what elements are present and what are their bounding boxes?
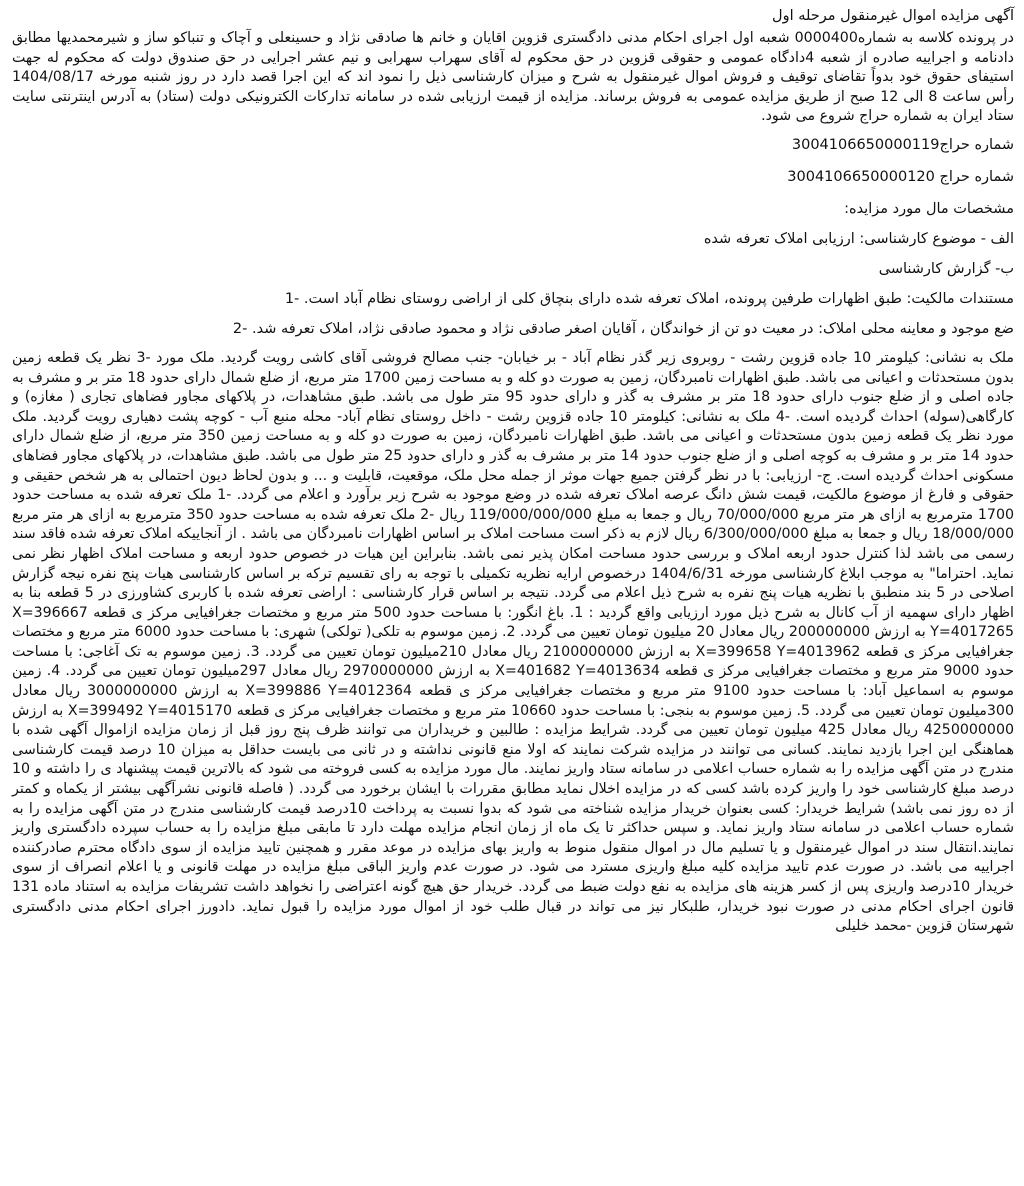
subject-line: الف - موضوع کارشناسی: ارزیابی املاک تعرفه شده [703,230,1014,247]
intro-paragraph: در پرونده کلاسه به شماره0000400 شعبه اول اجرای احکام مدنی دادگستری قزوین اقایان و خانم ها صادقی نژاد و حسینعلی و آچاک و تنباکو ساز و شیرمحمدیها مطابق دادنامه و اجراییه صادره از شعبه 4دادگاه عمومی و حقوقی قزوین در حق محکوم له آقای سهراب سهرابی و نیم عشر اجرایی در حق صندوق دولت که محکوم له جهت استیفای حقوق خود بدواً تقاضای توقیف و فروش اموال غیرمنقول به شرح و میزان کارشناسی ذیل را نمود اند که این اجرا قصد دارد در روز شنبه مورخه 1404/08/17 رأس ساعت 8 الی 12 صبح از طریق مزایده عمومی به فروش برساند. مزایده از قیمت ارزیابی شده در سامانه تدارکات الکترونیکی دولت (ستاد) به آدرس اینترنتی سایت ستاد ایران به شماره حراج شروع می شود. [12,30,1015,125]
property-specs-heading: مشخصات مال مورد مزایده: [844,200,1014,217]
auction-number-1: شماره حراج3004106650000119 [791,136,1014,153]
auction-number-2: شماره حراج 3004106650000120 [787,168,1014,185]
report-heading: ب- گزارش کارشناسی [878,260,1014,277]
status-line: ضع موجود و معاینه محلی املاک: در معیت دو تن از خواندگان ، آقایان اصغر صادقی نژاد و محمود صادقی نژاد، املاک تعرفه شد. -2 [232,320,1014,337]
notice-title: آگهی مزایده اموال غیرمنقول مرحله اول [772,8,1014,24]
ownership-line: مستندات مالکیت: طبق اظهارات طرفین پرونده، املاک تعرفه شده دارای بنچاق کلی از اراضی روستای نظام آباد است. -1 [284,290,1014,307]
report-body: ملک به نشانی: کیلومتر 10 جاده قزوین رشت - روبروی زیر گذر نظام آباد - بر خیابان- جنب مصالح فروشی آقای کاشی رویت گردید. ملک مورد -3 نظر یک قطعه زمین بدون مستحدثات و اعیانی می باشد. طبق اظهارات نامبردگان، زمین به صورت دو کله و به مساحت زمین 1700 متر مربع، از ضلع شمال دارای حدود 18 متر بر و مشرف به جاده اصلی و از ضلع جنوب دارای حدود 18 متر بر مشرف به گذر و دارای حدود 95 متر طول می باشد. طبق مشاهدات، در پلاکهای مجاور فضاهای تجاری ( مغازه) و کارگاهی(سوله) احداث گردیده است. -4 ملک به نشانی: کیلومتر 10 جاده قزوین رشت - داخل روستای نظام آباد- محله منبع آب - کوچه پشت دهیاری رویت گردید. ملک مورد نظر یک قطعه زمین بدون مستحدثات و اعیانی می باشد. طبق اظهارات نامبردگان، زمین به صورت دو کله و به مساحت زمین 350 متر مربع، از ضلع شمال دارای حدود 14 متر بر و مشرف به کوچه اصلی و از ضلع جنوب حدود 14 متر بر مشرف به گذر و دارای حدود 25 متر طول می باشد. طبق مشاهدات، در پلاکهای مجاور فضاهای مسکونی احداث گردیده است. ج- ارزیابی: با در نظر گرفتن جمیع جهات موثر از جمله محل ملک، موقعیت، قابلیت و ... و بدون لحاظ دیون احتمالی به هر شخص حقیقی و حقوقی و فارغ از موضوع مالکیت، قیمت شش دانگ عرصه املاک تعرفه شده در وضع موجود به شرح زیر برآورد و اعلام می گردد. -1 ملک تعرفه شده به مساحت حدود 1700 مترمربع به ازای هر متر مربع 70/000/000 ریال و جمعا به مبلغ 119/000/000/000 ریال -2 ملک تعرفه شده به مساحت حدود 350 مترمربع به ازای هر متر مربع 18/000/000 ریال و جمعا به مبلغ 6/300/000/000 ریال لازم به ذکر است مساحت املاک بر اساس اظهارات نامبردگان می باشد . از آنجاییکه املاک تعرفه شده فاقد سند رسمی می باشد لذا کنترل حدود اربعه املاک و بررسی حدود مساحت امکان پذیر نمی باشد. بنابراین این هیات در خصوص حدود اربعه و مساحت املاک اظهار نظر نمی نماید. احتراما" به موجب ابلاغ کارشناسی مورخه 1404/6/31 درخصوص ارایه نظریه تکمیلی با توجه به رای تقسیم ترکه بر اساس کارشناسی هیات پنج نفره نیجه گزارش اصلاحی در 5 بند منطبق با نظریه هیات پنج نفره به شرح ذیل اعلام می گردد. نتیجه بر اساس قرار کارشناسی : اراضی تعرفه شده با کاربری کشاورزی در 5 قطعه بنا به اظهار دارای سهمیه از آب کانال به شرح ذیل مورد ارزیابی واقع گردید : 1. باغ انگور: با مساحت حدود 500 متر مربع و مختصات جغرافیایی مرکز ی قطعه X=396667 Y=4017265 به ارزش 200000000 ریال معادل 20 میلیون تومان تعیین می گردد. 2. زمین موسوم به تلکی( تولکی) شهری: با مساحت حدود 6000 متر مربع و مختصات جغرافیایی مرکز ی قطعه X=399658 Y=4013962 به ارزش 2100000000 ریال معادل 210میلیون تومان تعیین می گردد. 3. زمین موسوم به تک آغاجی: با مساحت حدود 9000 متر مربع و مختصات جغرافیایی مرکز ی قطعه X=401682 Y=4013634 به ارزش 2970000000 ریال معادل 297میلیون تومان تعیین می گردد. 4. زمین موسوم به اسماعیل آباد: با مساحت حدود 9100 متر مربع و مختصات جغرافیایی مرکز ی قطعه X=399886 Y=4012364 به ارزش 3000000000 ریال معادل 300میلیون تومان تعیین می گردد. 5. زمین موسوم به بنجی: با مساحت حدود 10660 متر مربع و مختصات جغرافیایی مرکز ی قطعه X=399492 Y=4015170 به ارزش 4250000000 ریال معادل 425 میلیون تومان تعیین می گردد. شرایط مزایده : طالبین و خریداران می توانند ظرف پنج روز قبل از زمان مزایده ازاموال آگهی شده با هماهنگی این اجرا بازدید نمایند. کسانی می توانند در مزایده شرکت نمایند که اولا منع قانونی نداشته و در ثانی می بایست حداقل به میزان 10 درصد قیمت کارشناسی مندرج در متن آگهی مزایده را به شماره حساب اعلامی در سامانه ستاد واریز نمایند. مال مورد مزایده به کسی فروخته می شود که بالاترین قیمت پیشنهاد ی را داشته و 10 درصد مبلغ کارشناسی خود را واریز کرده باشد کسی که در مزایده اخلال نماید مطابق مقررات با ایشان برخورد می گردد. ( فاصله قانونی نشرآگهی بیشتر از یکماه و کمتر از ده روز نمی باشد) شرایط خریدار: کسی بعنوان خریدار مزایده شناخته می شود که بدوا نسبت به پرداخت 10درصد قیمت کارشناسی مندرج در متن آگهی مزایده را به شماره حساب اعلامی در سامانه ستاد واریز نماید. و سپس حداکثر تا یک ماه از زمان انجام مزایده مهلت دارد تا مابقی مبلغ مزایده را به حساب سپرده دادگستری واریز نمایند.انتقال سند در اموال غیرمنقول و یا تسلیم مال در اموال منقول منوط به واریز بهای مزایده در موعد مقرر و همچنین تایید مزایده از سوی دادگاه محترم صادرکننده اجراییه می باشد. در صورت عدم تایید مزایده کلیه مبلغ واریزی مسترد می شود. در صورت عدم واریز الباقی مبلغ مزایده در مهلت قانونی و یا اعلام انصراف از سوی خریدار 10درصد واریزی پس از کسر هزینه های مزایده به نفع دولت ضبط می گردد. خریدار حق هیچ گونه اعتراضی را نخواهد داشت تشریفات مزایده به استناد ماده 131 قانون اجرای احکام مدنی در صورت نبود خریدار، طلبکار نیز می تواند در قبال طلب خود از اموال مورد مزایده را قبول نماید. دادورز اجرای احکام مدنی دادگستری شهرستان قزوین -محمد خلیلی [12,349,1015,935]
